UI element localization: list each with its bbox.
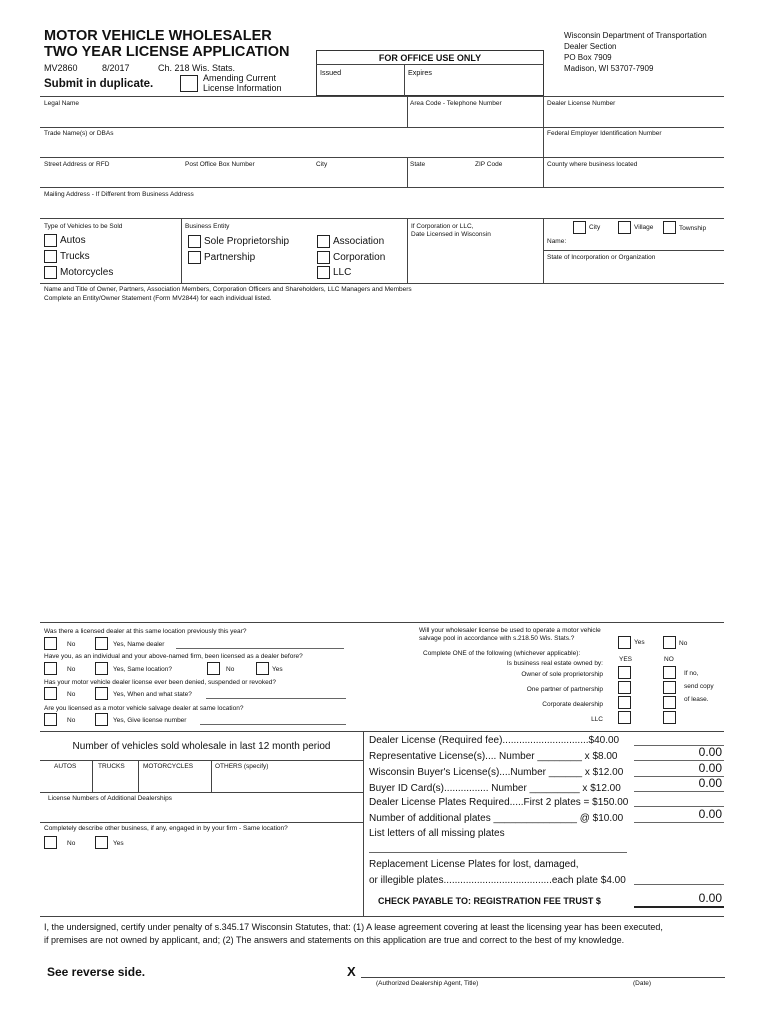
county-label: County where business located (547, 161, 638, 168)
corporation-label: Corporation (333, 252, 386, 263)
llc-label: LLC (333, 267, 352, 278)
check-payable: CHECK PAYABLE TO: REGISTRATION FEE TRUST $ (378, 896, 601, 906)
certification-line2: if premises are not owned by applicant, and; (2) The answers and statements on this application are true and correct to the best of my knowledge. (44, 935, 625, 945)
q2-no2-label: No (226, 666, 235, 673)
salvage-yes-label: Yes (634, 639, 645, 646)
fein-input[interactable] (545, 138, 721, 154)
city-label: City (316, 161, 328, 168)
association-checkbox[interactable] (317, 235, 330, 248)
corp-dealership-label: Corporate dealership (542, 701, 603, 708)
corp-date-label-2: Date Licensed in Wisconsin (411, 231, 491, 238)
autos-label: Autos (60, 235, 86, 246)
agency-pobox: PO Box 7909 (564, 53, 612, 62)
autos-col: AUTOS (54, 763, 77, 770)
trucks-col: TRUCKS (98, 763, 125, 770)
other-business-yes: Yes (113, 840, 124, 847)
q2-yes2-label: Yes (272, 666, 283, 673)
others-col: OTHERS (specify) (215, 763, 269, 770)
fee-representative: Representative License(s).... Number ________ x $8.00 (369, 751, 618, 762)
fee-additional-plates: Number of additional plates _______________ @ $10.00 (369, 813, 624, 824)
township-checkbox[interactable] (663, 221, 676, 234)
q3-no-label: No (67, 691, 76, 698)
missing-plates-label: List letters of all missing plates (369, 828, 505, 839)
if-no-2: send copy (684, 683, 714, 690)
fein-label: Federal Employer Identification Number (547, 130, 662, 137)
owner-sole-no[interactable] (663, 666, 676, 679)
issued-label: Issued (320, 68, 342, 77)
q4-no-label: No (67, 717, 76, 724)
form-number: MV2860 (44, 63, 78, 73)
fee-buyer-id: Buyer ID Card(s)................ Number _________ x $12.00 (369, 783, 621, 794)
q1-no-label: No (67, 641, 76, 648)
q2-no-checkbox[interactable] (44, 662, 57, 675)
city-option: City (589, 224, 601, 231)
business-entity-label: Business Entity (185, 223, 230, 230)
one-partner-label: One partner of partnership (526, 686, 603, 693)
q4-no-checkbox[interactable] (44, 713, 57, 726)
one-partner-yes[interactable] (618, 681, 631, 694)
if-no-3: of lease. (684, 696, 709, 703)
township-option: Township (679, 225, 707, 232)
q2-yes-label: Yes, Same location? (113, 666, 173, 673)
fee-buyer-value[interactable]: 0.00 (698, 761, 722, 775)
q2-yes-checkbox[interactable] (95, 662, 108, 675)
zip-label: ZIP Code (475, 161, 503, 168)
form-title-line1: MOTOR VEHICLE WHOLESALER (44, 28, 272, 44)
q4-yes-checkbox[interactable] (95, 713, 108, 726)
statute: Ch. 218 Wis. Stats. (158, 63, 236, 73)
owner-sole-label: Owner of sole proprietorship (521, 671, 603, 678)
owners-label-1: Name and Title of Owner, Partners, Association Members, Corporation Officers and Shareholders, LLC Managers and Members (44, 286, 412, 293)
signature-x: X (347, 964, 356, 979)
street-label: Street Address or RFD (44, 161, 110, 168)
q2-yes2-checkbox[interactable] (256, 662, 269, 675)
agency-section: Dealer Section (564, 42, 617, 51)
corp-dealership-yes[interactable] (618, 696, 631, 709)
see-reverse: See reverse side. (47, 965, 146, 979)
state-label: State (410, 161, 426, 168)
q1-yes-checkbox[interactable] (95, 637, 108, 650)
submit-note: Submit in duplicate. (44, 78, 154, 90)
state-inc-label: State of Incorporation or Organization (547, 254, 656, 261)
llc-yes[interactable] (618, 711, 631, 724)
trucks-checkbox[interactable] (44, 250, 57, 263)
fee-id-value[interactable]: 0.00 (698, 776, 722, 790)
other-business-no-checkbox[interactable] (44, 836, 57, 849)
fee-dealer-license: Dealer License (Required fee)...............................$40.00 (369, 735, 620, 746)
signature-line[interactable] (362, 960, 722, 976)
village-option: Village (634, 224, 654, 231)
salvage-q-1: Will your wholesaler license be used to operate a motor vehicle (419, 627, 601, 634)
expires-label: Expires (408, 68, 432, 77)
corporation-checkbox[interactable] (317, 251, 330, 264)
sales-heading: Number of vehicles sold wholesale in last 12 month period (72, 741, 331, 752)
fee-plates: Dealer License Plates Required.....First 2 plates = $150.00 (369, 797, 629, 808)
salvage-q-2: salvage pool in accordance with s.218.50 Wis. Stats.? (419, 635, 575, 642)
other-business-no: No (67, 840, 76, 847)
agency-city: Madison, WI 53707-7909 (564, 64, 654, 73)
one-partner-no[interactable] (663, 681, 676, 694)
agent-label: (Authorized Dealership Agent, Title) (376, 980, 479, 987)
autos-checkbox[interactable] (44, 234, 57, 247)
phone-label: Area Code - Telephone Number (410, 100, 502, 107)
legal-name-input[interactable] (42, 108, 402, 124)
q3-yes-checkbox[interactable] (95, 687, 108, 700)
form-title-line2: TWO YEAR LICENSE APPLICATION (44, 44, 290, 60)
q2-text: Have you, as an individual and your above-named firm, been licensed as a dealer before? (44, 653, 303, 660)
motorcycles-checkbox[interactable] (44, 266, 57, 279)
replacement-line1: Replacement License Plates for lost, damaged, (369, 859, 579, 870)
if-no-1: If no, (684, 670, 699, 677)
owners-label-2: Complete an Entity/Owner Statement (Form MV2844) for each individual listed. (44, 295, 272, 302)
q2-no2-checkbox[interactable] (207, 662, 220, 675)
trucks-label: Trucks (60, 251, 90, 262)
corp-date-label-1: If Corporation or LLC, (411, 223, 474, 230)
village-checkbox[interactable] (618, 221, 631, 234)
llc-no[interactable] (663, 711, 676, 724)
yes-column: YES (619, 656, 633, 663)
fee-buyer-license: Wisconsin Buyer's License(s)....Number ______ x $12.00 (369, 767, 624, 778)
replacement-line2: or illegible plates.......................................each plate $4.00 (369, 875, 626, 886)
other-business-yes-checkbox[interactable] (95, 836, 108, 849)
motorcycles-col: MOTORCYCLES (143, 763, 194, 770)
legal-name-label: Legal Name (44, 100, 80, 107)
q3-text: Has your motor vehicle dealer license ever been denied, suspended or revoked? (44, 679, 276, 686)
agency-name: Wisconsin Department of Transportation (564, 31, 707, 40)
fee-plates-value[interactable]: 0.00 (698, 807, 722, 821)
sole-prop-checkbox[interactable] (188, 235, 201, 248)
salvage-no-label: No (679, 640, 688, 647)
partnership-label: Partnership (204, 252, 256, 263)
motorcycles-label: Motorcycles (60, 267, 114, 278)
owners-input-area[interactable] (42, 306, 722, 618)
trade-names-input[interactable] (42, 138, 538, 154)
trade-names-label: Trade Name(s) or DBAs (44, 130, 114, 137)
salvage-no-checkbox[interactable] (663, 636, 676, 649)
dealer-license-input[interactable] (545, 108, 721, 124)
date-label: (Date) (633, 980, 652, 987)
q4-yes-label: Yes, Give license number (113, 717, 187, 724)
partnership-checkbox[interactable] (188, 251, 201, 264)
mailing-input[interactable] (42, 199, 722, 215)
amending-label-2: License Information (203, 83, 282, 93)
dealer-license-label: Dealer License Number (547, 100, 616, 107)
office-use-title: FOR OFFICE USE ONLY (378, 53, 482, 63)
mailing-label: Mailing Address - If Different from Business Address (44, 191, 194, 198)
no-column: NO (664, 656, 674, 663)
fee-total-value[interactable]: 0.00 (698, 891, 722, 905)
q2-no-label: No (67, 666, 76, 673)
owner-sole-yes[interactable] (618, 666, 631, 679)
complete-one: Complete ONE of the following (whichever applicable): (423, 650, 581, 657)
additional-dealerships-label: License Numbers of Additional Dealerships (48, 795, 172, 802)
city-checkbox[interactable] (573, 221, 586, 234)
fee-rep-value[interactable]: 0.00 (698, 745, 722, 759)
form-date: 8/2017 (102, 63, 130, 73)
llc-row-label: LLC (591, 716, 603, 723)
q1-text: Was there a licensed dealer at this same location previously this year? (44, 628, 247, 635)
q4-text: Are you licensed as a motor vehicle salvage dealer at same location? (44, 705, 244, 712)
llc-checkbox[interactable] (317, 266, 330, 279)
sole-prop-label: Sole Proprietorship (204, 236, 290, 247)
municipality-name-label: Name: (547, 238, 567, 245)
certification-line1: I, the undersigned, certify under penalty of s.345.17 Wisconsin Statutes, that: (1) A lease agreement covering at least the licensing year has been executed, (44, 922, 663, 932)
amending-checkbox[interactable] (180, 75, 198, 92)
amending-label-1: Amending Current (203, 73, 277, 83)
corp-dealership-no[interactable] (663, 696, 676, 709)
vehicle-type-label: Type of Vehicles to be Sold (44, 223, 123, 230)
phone-input[interactable] (409, 108, 539, 124)
association-label: Association (333, 236, 385, 247)
q1-yes-label: Yes, Name dealer (113, 641, 165, 648)
real-estate-owned: Is business real estate owned by: (506, 660, 603, 667)
salvage-yes-checkbox[interactable] (618, 636, 631, 649)
pobox-label: Post Office Box Number (185, 161, 255, 168)
q3-no-checkbox[interactable] (44, 687, 57, 700)
q3-yes-label: Yes, When and what state? (113, 691, 192, 698)
q1-no-checkbox[interactable] (44, 637, 57, 650)
other-business-label: Completely describe other business, if any, engaged in by your firm - Same location? (44, 825, 288, 832)
